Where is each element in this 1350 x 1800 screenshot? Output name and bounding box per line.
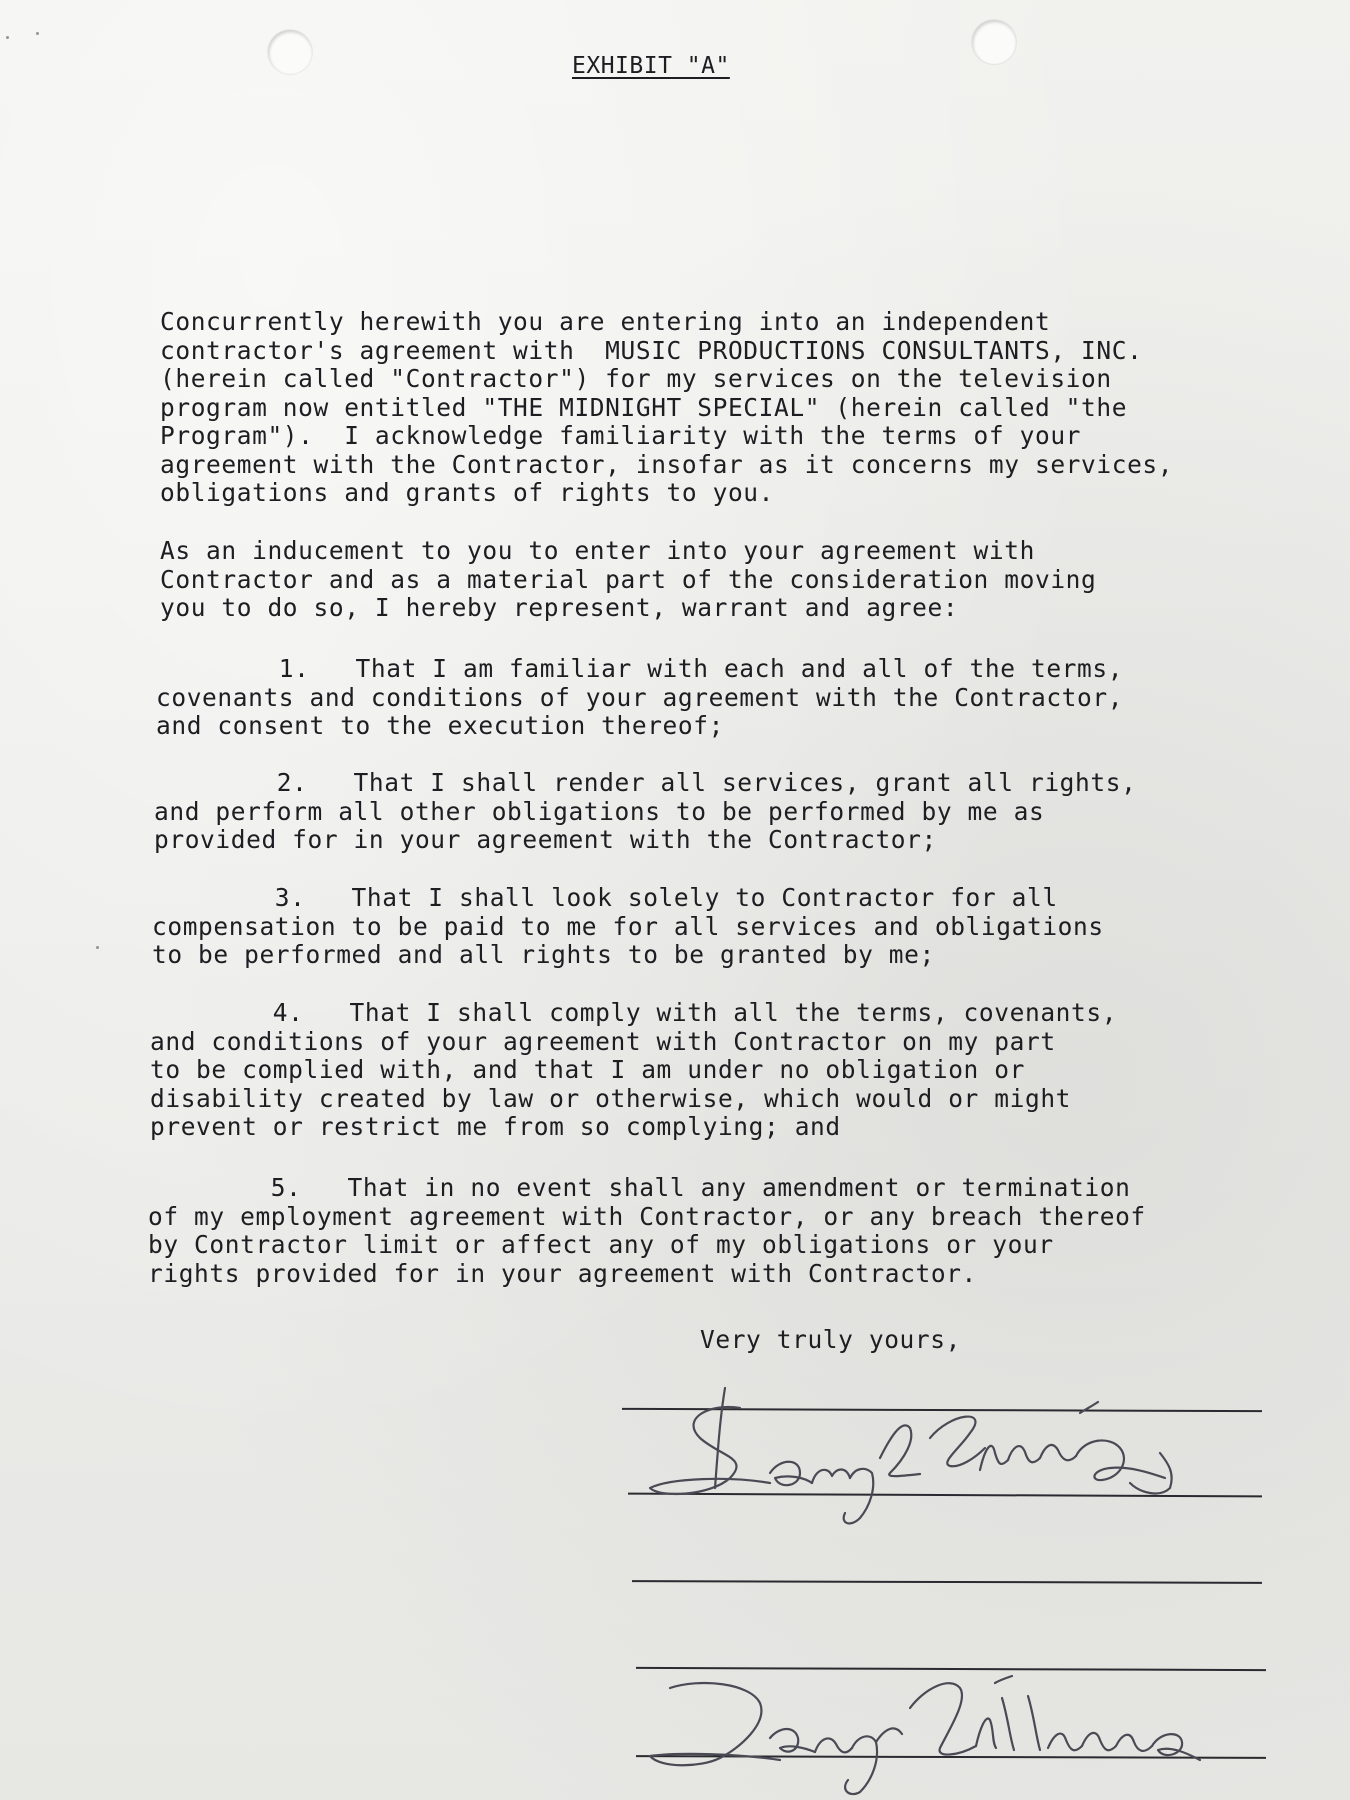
handwritten-signature: [640, 1378, 1240, 1538]
paper-speck: [6, 36, 9, 39]
exhibit-title: EXHIBIT "A": [572, 53, 730, 79]
numbered-item: 1. That I am familiar with each and all of the terms, covenants and conditions of your agreement with the Contractor, and consent to the execution thereof;: [156, 654, 1124, 740]
numbered-item: 5. That in no event shall any amendment or termination of my employment agreement with Contractor, or any breach thereof by Contractor limit or affect any of my obligations or your rights provided for in your agreement with Contractor.: [148, 1173, 1146, 1288]
numbered-item: 3. That I shall look solely to Contractor for all compensation to be paid to me for all services and obligations to be performed and all rights to be granted by me;: [152, 883, 1104, 969]
inducement-paragraph: As an inducement to you to enter into your agreement with Contractor and as a material part of the consideration moving you to do so, I hereby represent, warrant and agree:: [160, 536, 1097, 622]
punch-hole: [268, 30, 312, 74]
closing-salutation: Very truly yours,: [700, 1325, 961, 1354]
numbered-item: 4. That I shall comply with all the terms, covenants, and conditions of your agreement with Contractor on my part to be complied with, and that I am under no obligation or disability created by law or otherwise, which would or might prevent or restrict me from so complying; and: [150, 998, 1118, 1141]
paper-speck: [36, 32, 39, 35]
punch-hole: [972, 20, 1016, 64]
signature-line: [632, 1580, 1262, 1584]
paper-speck: [96, 946, 99, 949]
numbered-item: 2. That I shall render all services, grant all rights, and perform all other obligations to be performed by me as provided for in your agreement with the Contractor;: [154, 768, 1137, 854]
handwritten-signature: [640, 1668, 1240, 1798]
intro-paragraph: Concurrently herewith you are entering into an independent contractor's agreement with MUSIC PRODUCTIONS CONSULTANTS, INC. (herein called "Contractor") for my services on the television program now entitled "THE MIDNIGHT SPECIAL" (herein called "the Program"). I acknowledge familiarity with the terms of your agreement with the Contractor, insofar as it concerns my services, obligations and grants of rights to you.: [160, 307, 1174, 507]
